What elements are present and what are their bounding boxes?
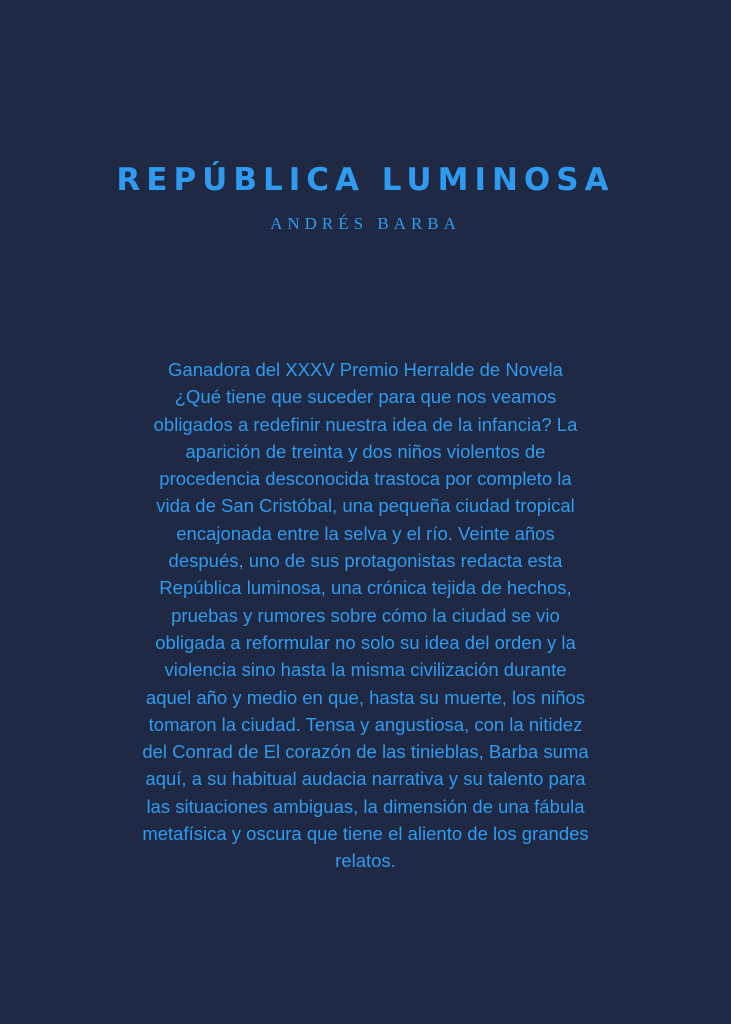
synopsis-line: Ganadora del XXXV Premio Herralde de Novela	[168, 359, 563, 380]
book-synopsis	[100, 356, 631, 875]
book-author: ANDRÉS BARBA	[270, 214, 461, 233]
synopsis-line: metafísica y oscura que tiene el aliento de los grandes	[142, 823, 589, 845]
synopsis-line: violencia sino hasta la misma civilización durante	[164, 659, 567, 681]
synopsis-line: procedencia desconocida trastoca por completo la	[159, 468, 572, 490]
synopsis-line: ¿Qué tiene que suceder para que nos veamos	[174, 386, 557, 408]
synopsis-line: aquí, a su habitual audacia narrativa y su talento para	[145, 768, 586, 790]
synopsis-line: aparición de treinta y dos niños violentos de	[185, 440, 546, 462]
synopsis-line: obligados a redefinir nuestra idea de la infancia? La	[153, 413, 578, 435]
synopsis-line: República luminosa, una crónica tejida de hechos,	[159, 577, 572, 599]
synopsis-line: encajonada entre la selva y el río. Veinte años	[176, 522, 555, 544]
synopsis-line: obligada a reformular no solo su idea del orden y la	[155, 631, 576, 653]
synopsis-line: del Conrad de El corazón de las tinieblas, Barba suma	[142, 741, 589, 763]
synopsis-line: relatos.	[335, 850, 396, 872]
book-title: REPÚBLICA LUMINOSA	[116, 162, 615, 198]
synopsis-line: aquel año y medio en que, hasta su muerte, los niños	[145, 686, 586, 708]
synopsis-line: vida de San Cristóbal, una pequeña ciudad tropical	[156, 495, 575, 517]
synopsis-line: después, uno de sus protagonistas redacta esta	[168, 550, 563, 572]
synopsis-line: las situaciones ambiguas, la dimensión de una fábula	[146, 795, 585, 817]
synopsis-line: tomaron la ciudad. Tensa y angustiosa, con la nitidez	[148, 713, 583, 735]
synopsis-line: pruebas y rumores sobre cómo la ciudad se vio	[171, 604, 560, 626]
